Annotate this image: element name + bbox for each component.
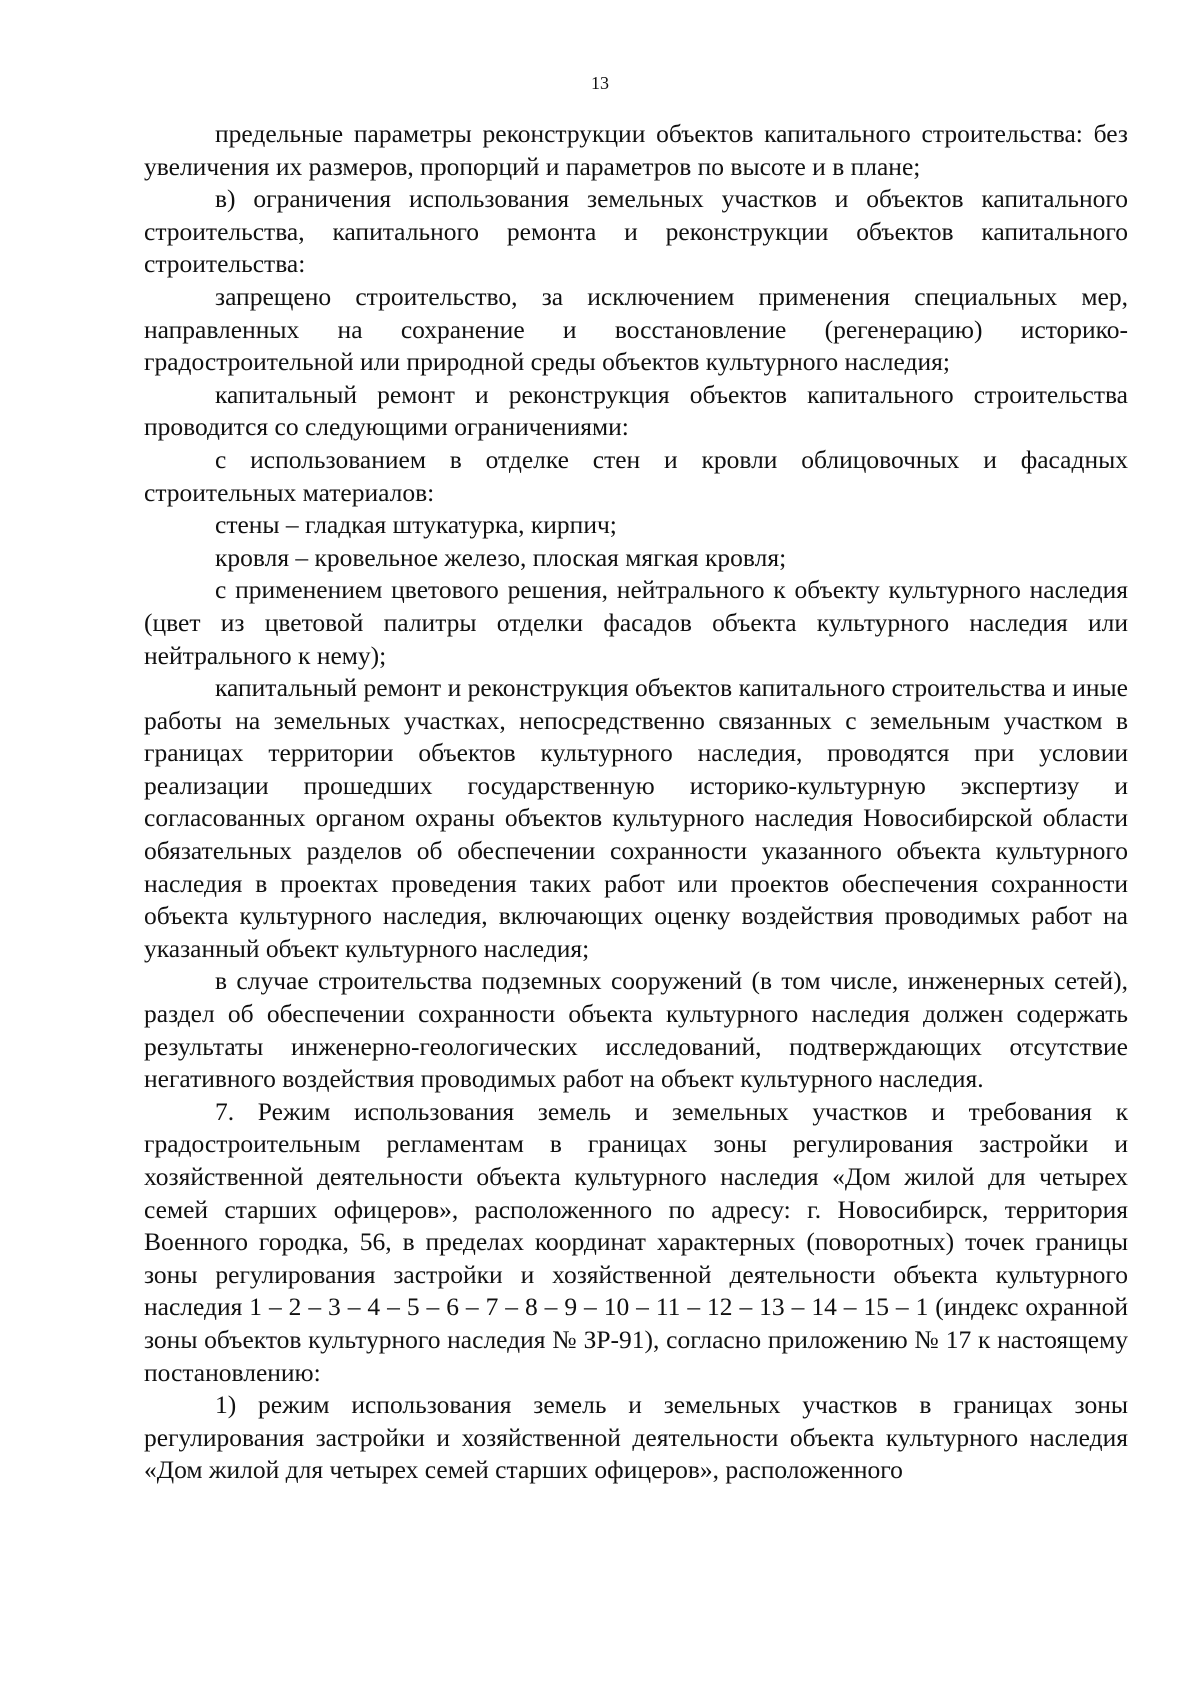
paragraph-4: капитальный ремонт и реконструкция объектов капитального строительства проводится со следующими ограничениями: — [144, 379, 1128, 442]
paragraph-12: 1) режим использования земель и земельных участков в границах зоны регулирования застройки и хозяйственной деятельности объекта культурного наследия «Дом жилой для четырех семей старших офицеров», расположенного — [144, 1390, 1128, 1485]
paragraph-7: кровля – кровельное железо, плоская мягкая кровля; — [215, 542, 787, 572]
paragraph-6: стены – гладкая штукатурка, кирпич; — [215, 510, 617, 540]
paragraph-1: предельные параметры реконструкции объектов капитального строительства: без увеличения их размеров, пропорций и параметров по высоте и в плане; — [144, 119, 1128, 181]
paragraph-5: с использованием в отделке стен и кровли облицовочных и фасадных строительных материалов: — [144, 444, 1128, 507]
paragraph-10: в случае строительства подземных сооружений (в том числе, инженерных сетей), раздел об обеспечении сохранности объекта культурного наследия должен содержать результаты инженерно-геологических исследований, подтверждающих отсутствие негативного воздействия проводимых работ на объект культурного наследия. — [144, 966, 1128, 1094]
paragraph-8: с применением цветового решения, нейтрального к объекту культурного наследия (цвет из цветовой палитры отделки фасадов объекта культурного наследия или нейтрального к нему); — [144, 575, 1128, 670]
paragraph-11: 7. Режим использования земель и земельных участков и требования к градостроительным регламентам в границах зоны регулирования застройки и хозяйственной деятельности объекта культурного наследия «Дом жилой для четырех семей старших офицеров», расположенного по адресу: г. Новосибирск, территория Военного городка, 56, в пределах координат характерных (поворотных) точек границы зоны регулирования застройки и хозяйственной деятельности объекта культурного наследия 1 – 2 – 3 – 4 – 5 – 6 – 7 – 8 – 9 – 10 – 11 – 12 – 13 – 14 – 15 – 1 (индекс охранной зоны объектов культурного наследия № ЗР-91), согласно приложению № 17 к настоящему постановлению: — [144, 1096, 1128, 1387]
paragraph-9: капитальный ремонт и реконструкция объектов капитального строительства и иные работы на земельных участках, непосредственно связанных с земельным участком в границах территории объектов культурного наследия, проводятся при условии реализации прошедших государственную историко-культурную экспертизу и согласованных органом охраны объектов культурного наследия Новосибирской области обязательных разделов об обеспечении сохранности указанного объекта культурного наследия в проектах проведения таких работ или проектов обеспечения сохранности объекта культурного наследия, включающих оценку воздействия проводимых работ на указанный объект культурного наследия; — [144, 673, 1128, 963]
document-body — [144, 118, 1128, 1487]
paragraph-3: запрещено строительство, за исключением применения специальных мер, направленных на сохранение и восстановление (регенерацию) историко-градостроительной или природной среды объектов культурного наследия; — [144, 281, 1128, 377]
paragraph-2: в) ограничения использования земельных участков и объектов капитального строительства, капитального ремонта и реконструкции объектов капитального строительства: — [144, 184, 1128, 279]
page-number: 13 — [591, 73, 609, 93]
